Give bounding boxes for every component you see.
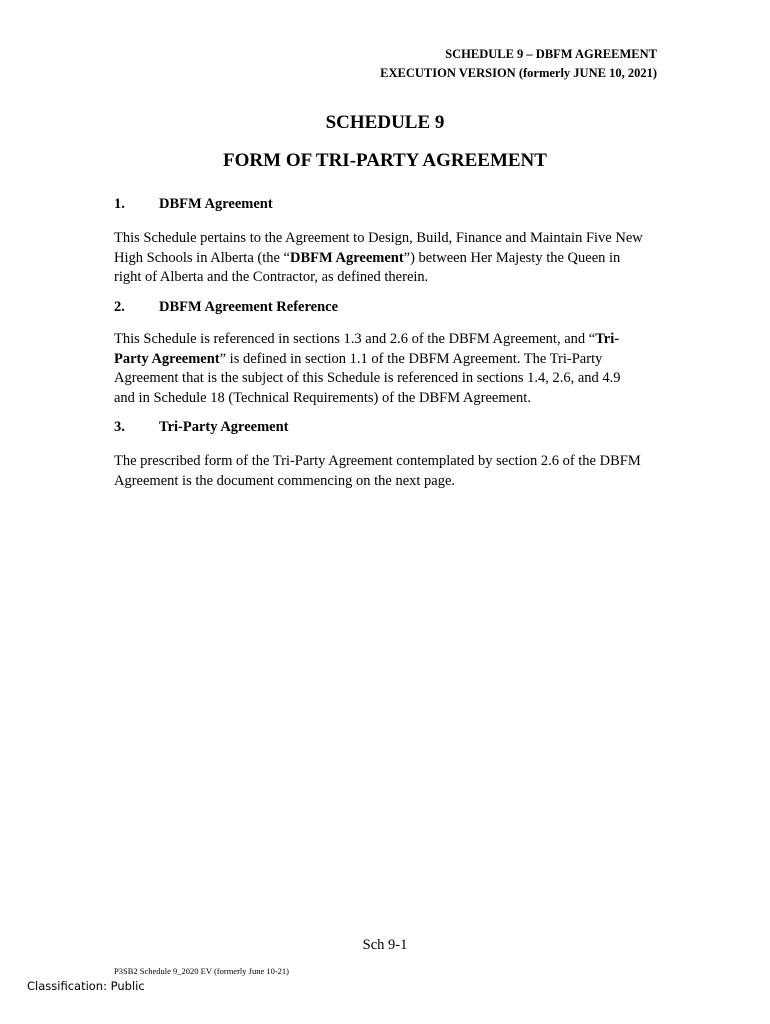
section-2-heading <box>114 299 338 316</box>
section-2-text-b: ” is defined in section 1.1 of the DBFM Agreement. The Tri-Party Agreement that is the subject of this Schedule is referenced in sections 1.4, 2.6, and 4.9 and in Schedule 18 (Technical Requirements) of the DBFM Agreement. <box>114 350 621 406</box>
section-1-heading <box>114 196 273 213</box>
header-line-2: EXECUTION VERSION (formerly JUNE 10, 2021) <box>380 66 657 80</box>
section-1-defined-term: DBFM Agreement <box>289 249 404 266</box>
document-header <box>380 45 657 83</box>
section-2-text-a: This Schedule is referenced in sections 1.3 and 2.6 of the DBFM Agreement, and “ <box>114 331 596 347</box>
section-2-title: DBFM Agreement Reference <box>159 299 339 315</box>
section-1-paragraph <box>114 229 644 288</box>
page-number: Sch 9-1 <box>362 937 408 953</box>
schedule-subtitle: FORM OF TRI-PARTY AGREEMENT <box>223 150 547 171</box>
document-reference: P3SB2 Schedule 9_2020 EV (formerly June 10-21) <box>114 966 290 976</box>
section-1-text-a: This Schedule pertains to the Agreement to Design, Build, Finance and Maintain Five New High Schools in Alberta (the “ <box>114 230 643 266</box>
section-2-number: 2. <box>114 299 125 315</box>
section-3-number: 3. <box>114 419 125 435</box>
section-2-defined-term: Tri-Party Agreement <box>114 331 620 367</box>
classification-label: Classification: Public <box>27 979 145 993</box>
section-1-number: 1. <box>114 196 125 212</box>
section-1-title: DBFM Agreement <box>159 196 273 212</box>
section-2-paragraph <box>114 330 644 408</box>
header-line-1: SCHEDULE 9 – DBFM AGREEMENT <box>445 47 657 61</box>
section-3-title: Tri-Party Agreement <box>159 419 289 435</box>
schedule-title: SCHEDULE 9 <box>325 112 445 133</box>
section-1-text-b: ”) between Her Majesty the Queen in right of Alberta and the Contractor, as defined therein. <box>114 249 621 285</box>
section-3-paragraph: The prescribed form of the Tri-Party Agreement contemplated by section 2.6 of the DBFM Agreement is the document commencing on the next page. <box>114 453 641 489</box>
section-3-heading <box>114 419 289 436</box>
